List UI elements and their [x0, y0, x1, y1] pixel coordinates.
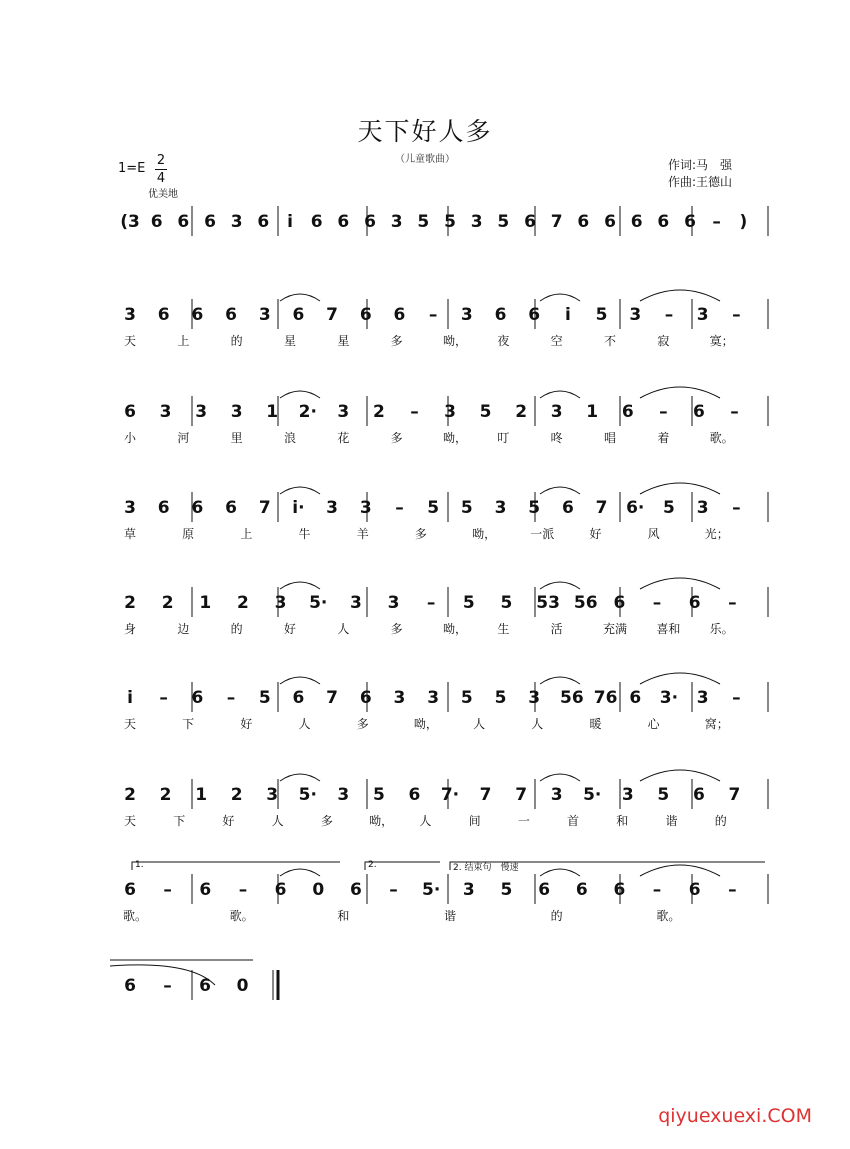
lyric: 多: [356, 717, 369, 731]
note: i: [564, 305, 571, 325]
note: 76: [593, 688, 618, 708]
note: 6: [359, 305, 372, 325]
lyric: 呦，: [472, 527, 497, 541]
note: 7: [326, 688, 339, 708]
note: 2: [230, 785, 243, 805]
note: –: [659, 402, 668, 422]
lyric: 人: [271, 814, 284, 828]
note: 6: [688, 880, 701, 900]
note: 3: [427, 688, 440, 708]
lyric: 生: [497, 622, 510, 636]
note: 56: [560, 688, 584, 708]
lyric: 空: [550, 334, 563, 348]
lyric: 不: [603, 334, 616, 348]
note: 3: [528, 688, 541, 708]
note: 1: [199, 593, 212, 613]
note: 5: [444, 212, 456, 232]
lyric: 窝；: [704, 717, 729, 731]
lyric: 好: [240, 717, 253, 731]
note: 5·: [583, 785, 602, 805]
note: 6: [310, 212, 323, 232]
note: 6: [204, 212, 216, 232]
slur-arc: [640, 290, 720, 301]
note: 3: [393, 688, 406, 708]
note: –: [410, 402, 419, 422]
slur-arc: [640, 673, 720, 684]
note: 6: [688, 593, 701, 613]
lyric: 草: [123, 527, 136, 541]
note: –: [428, 305, 438, 325]
lyric: 呦，: [442, 622, 467, 636]
note: –: [732, 305, 741, 325]
note: 1: [195, 785, 208, 805]
volta-label: 2. 结束句 慢速: [453, 863, 519, 873]
slur-arc: [540, 677, 580, 684]
note: –: [730, 402, 739, 422]
note: 2: [159, 785, 172, 805]
note: 3: [444, 402, 456, 422]
lyric: 天: [123, 717, 136, 731]
lyric: 心: [647, 717, 660, 731]
note: 3: [230, 212, 243, 232]
slur-arc: [540, 774, 580, 781]
slur-arc: [280, 774, 320, 781]
note: 6: [684, 212, 696, 232]
note: 7: [258, 498, 271, 518]
note: 6: [191, 498, 204, 518]
lyric: 呦，: [413, 717, 438, 731]
slur-arc: [280, 677, 320, 684]
note: 3: [387, 593, 400, 613]
lyric: 的: [230, 334, 243, 348]
note: 6: [408, 785, 421, 805]
note: 6: [124, 402, 136, 422]
note: 6: [524, 212, 536, 232]
note: 6: [528, 305, 541, 325]
lyric: 身: [123, 622, 136, 636]
note: –: [652, 593, 662, 613]
note: 6: [621, 402, 634, 422]
note: 6·: [626, 498, 645, 518]
note: –: [732, 498, 741, 518]
lyric: 浪: [283, 431, 296, 445]
note: 6: [257, 212, 270, 232]
note: 6: [274, 880, 287, 900]
note: 6: [613, 593, 626, 613]
note: 3: [696, 305, 709, 325]
composer: 作曲:王德山: [668, 175, 733, 189]
note: –: [163, 976, 172, 996]
note: –: [426, 593, 436, 613]
note: 2·: [298, 402, 317, 422]
note: 6: [124, 880, 136, 900]
note: 3: [550, 402, 563, 422]
lyric: 间: [468, 814, 481, 828]
slur-arc: [540, 487, 580, 494]
lyric: 小: [123, 431, 136, 445]
lyric: 呦，: [442, 334, 467, 348]
note: 5: [497, 212, 510, 232]
volta-label: 1.: [135, 860, 144, 870]
lyric: 羊: [356, 527, 369, 541]
lyric: 一派: [530, 527, 555, 541]
slur-arc: [640, 865, 720, 876]
note: 7: [515, 785, 528, 805]
note: 6: [349, 880, 362, 900]
note: 5: [462, 593, 475, 613]
note: 2: [237, 593, 249, 613]
lyric: 人: [298, 717, 311, 731]
note: –: [664, 305, 674, 325]
note: 5: [479, 402, 492, 422]
note: 6: [393, 305, 406, 325]
note: 53: [536, 593, 560, 613]
note: –: [159, 688, 168, 708]
note: 5·: [298, 785, 317, 805]
note: 6: [561, 498, 574, 518]
note: 6: [604, 212, 616, 232]
note: 6: [157, 305, 170, 325]
slur-arc: [280, 294, 320, 301]
note: 6: [657, 212, 670, 232]
note: 7: [326, 305, 339, 325]
note: 6: [359, 688, 372, 708]
note: 2: [124, 593, 136, 613]
note: –: [732, 688, 741, 708]
note: ): [739, 212, 748, 232]
lyric: 多: [320, 814, 333, 828]
note: –: [395, 498, 404, 518]
note: 3: [359, 498, 372, 518]
note: 5: [500, 880, 513, 900]
lyric: 下: [173, 814, 186, 828]
note: 3: [258, 305, 271, 325]
note: 3: [124, 305, 136, 325]
lyric: 的: [714, 814, 727, 828]
lyric: 星: [283, 334, 296, 348]
lyric: 唱: [603, 431, 616, 445]
note: 3: [230, 402, 243, 422]
note: 2: [161, 593, 174, 613]
note: (3: [120, 212, 140, 232]
note: 5: [417, 212, 430, 232]
note: 3: [337, 402, 350, 422]
lyric: 叮: [497, 431, 510, 445]
lyric: 人: [337, 622, 350, 636]
note: 6: [692, 402, 705, 422]
slur-arc: [280, 869, 320, 876]
lyric: 夜: [497, 334, 510, 348]
note: 6: [124, 976, 136, 996]
note: 5: [372, 785, 385, 805]
slur-arc: [640, 770, 720, 781]
note: 3: [390, 212, 403, 232]
lyric: 光；: [704, 527, 729, 541]
lyric: 首: [567, 814, 580, 828]
lyric: 和: [337, 909, 350, 923]
note: 5: [595, 305, 608, 325]
note: –: [712, 212, 721, 232]
page-title: 天下好人多: [357, 117, 493, 146]
slur-arc: [540, 582, 580, 589]
note: 5: [427, 498, 440, 518]
lyric: 呦，: [369, 814, 394, 828]
note: 6: [157, 498, 170, 518]
note: 6: [191, 688, 204, 708]
lyric: 歌。: [656, 909, 681, 923]
lyric: 人: [473, 717, 486, 731]
slur-arc: [540, 294, 580, 301]
note: 5: [663, 498, 675, 518]
note: –: [238, 880, 248, 900]
note: 3: [470, 212, 483, 232]
note: 56: [573, 593, 598, 613]
note: 1: [586, 402, 599, 422]
lyric: 乐。: [709, 622, 734, 636]
note: 2: [515, 402, 528, 422]
note: 0: [312, 880, 325, 900]
note: 6: [199, 976, 211, 996]
lyric: 寞；: [709, 334, 734, 348]
slur-arc: [540, 391, 580, 398]
lyric: 咚: [550, 431, 563, 445]
volta-label: 2.: [368, 860, 377, 870]
note: 5·: [309, 593, 328, 613]
note: 3: [349, 593, 362, 613]
lyric: 和: [616, 814, 629, 828]
lyric: 寂: [657, 334, 670, 348]
tempo-marking: 优美地: [148, 189, 178, 200]
time-signature-top: 2: [156, 153, 166, 168]
note: –: [652, 880, 662, 900]
lyric: 里: [230, 431, 243, 445]
note: 6: [575, 880, 588, 900]
note: 6: [292, 688, 305, 708]
note: i: [127, 688, 133, 708]
note: 5: [258, 688, 271, 708]
note: –: [226, 688, 236, 708]
lyric: 喜和: [656, 622, 681, 636]
note: 7·: [440, 785, 460, 805]
lyric: 人: [531, 717, 544, 731]
note: i: [287, 212, 293, 232]
lyric: 谐: [665, 814, 678, 828]
lyric: 的: [230, 622, 243, 636]
watermark: qiyuexuexi.COM: [658, 1105, 812, 1127]
lyric: 好: [283, 622, 296, 636]
note: 2: [124, 785, 136, 805]
note: 3: [629, 305, 642, 325]
lyric: 星: [337, 334, 350, 348]
note: 6: [225, 305, 237, 325]
slur-arc: [280, 391, 320, 398]
note: 3: [462, 880, 475, 900]
note: 3: [696, 688, 709, 708]
note: 5·: [422, 880, 441, 900]
lyric: 一: [517, 814, 530, 828]
lyric: 牛: [298, 527, 311, 541]
note: 5: [460, 498, 473, 518]
note: 7: [595, 498, 608, 518]
note: 3·: [659, 688, 679, 708]
lyric: 边: [177, 622, 190, 636]
lyric: 天: [123, 814, 136, 828]
note: 5: [528, 498, 541, 518]
note: 3: [124, 498, 136, 518]
note: 7: [550, 212, 563, 232]
note: 3: [337, 785, 350, 805]
note: 7: [728, 785, 741, 805]
note: 7: [479, 785, 492, 805]
key-signature: 1=E: [118, 161, 146, 176]
slur-arc: [280, 582, 320, 589]
note: 5: [494, 688, 507, 708]
lyric: 河: [177, 431, 190, 445]
lyric: 多: [414, 527, 427, 541]
note: 3: [159, 402, 172, 422]
note: 6: [150, 212, 163, 232]
lyric: 呦，: [442, 431, 467, 445]
note: 6: [613, 880, 626, 900]
lyric: 歌。: [709, 431, 734, 445]
slur-arc: [640, 483, 720, 494]
note: 5: [657, 785, 670, 805]
lyricist: 作词:马 强: [668, 158, 733, 172]
subtitle: （儿童歌曲）: [395, 154, 455, 165]
note: 5: [460, 688, 473, 708]
note: 6: [494, 305, 507, 325]
lyric: 多: [390, 431, 403, 445]
lyric: 多: [390, 622, 403, 636]
slur-arc: [640, 578, 720, 589]
note: 6: [538, 880, 551, 900]
note: 3: [274, 593, 287, 613]
note: –: [728, 880, 737, 900]
note: 5: [500, 593, 513, 613]
note: 3: [266, 785, 279, 805]
note: 3: [494, 498, 507, 518]
lyric: 原: [182, 527, 195, 541]
lyric: 活: [550, 622, 563, 636]
lyric: 上: [240, 527, 253, 541]
lyric: 的: [550, 909, 563, 923]
slur-arc: [280, 487, 320, 494]
note: –: [389, 880, 398, 900]
note: 0: [236, 976, 249, 996]
note: 2: [372, 402, 385, 422]
time-signature-bottom: 4: [156, 171, 166, 186]
lyric: 好: [589, 527, 602, 541]
note: 6: [177, 212, 190, 232]
note: –: [163, 880, 172, 900]
note: 3: [460, 305, 473, 325]
note: –: [728, 593, 737, 613]
lyric: 上: [177, 334, 190, 348]
note: 1: [266, 402, 279, 422]
lyric: 着: [657, 431, 670, 445]
note: 6: [364, 212, 376, 232]
lyric: 风: [647, 527, 660, 541]
note: 6: [629, 688, 642, 708]
lyric: 歌。: [122, 909, 147, 923]
note: 3: [621, 785, 634, 805]
lyric: 下: [182, 717, 195, 731]
lyric: 谐: [443, 909, 456, 923]
note: 6: [630, 212, 643, 232]
lyric: 天: [123, 334, 136, 348]
volta-bracket: [132, 862, 340, 870]
note: 3: [326, 498, 339, 518]
note: 3: [550, 785, 563, 805]
note: 6: [692, 785, 705, 805]
lyric: 歌。: [229, 909, 254, 923]
lyric: 暖: [589, 717, 602, 731]
note: 6: [199, 880, 212, 900]
note: 6: [292, 305, 305, 325]
lyric: 花: [337, 431, 350, 445]
note: 3: [195, 402, 208, 422]
lyric: 好: [222, 814, 235, 828]
note: 6: [191, 305, 204, 325]
lyric: 多: [390, 334, 403, 348]
lyric: 人: [419, 814, 432, 828]
slur-arc: [640, 387, 720, 398]
note: 6: [577, 212, 590, 232]
note: 3: [696, 498, 709, 518]
note: 6: [337, 212, 350, 232]
lyric: 充满: [602, 622, 627, 636]
note: 6: [225, 498, 237, 518]
slur-arc: [540, 869, 580, 876]
note: i·: [292, 498, 305, 518]
